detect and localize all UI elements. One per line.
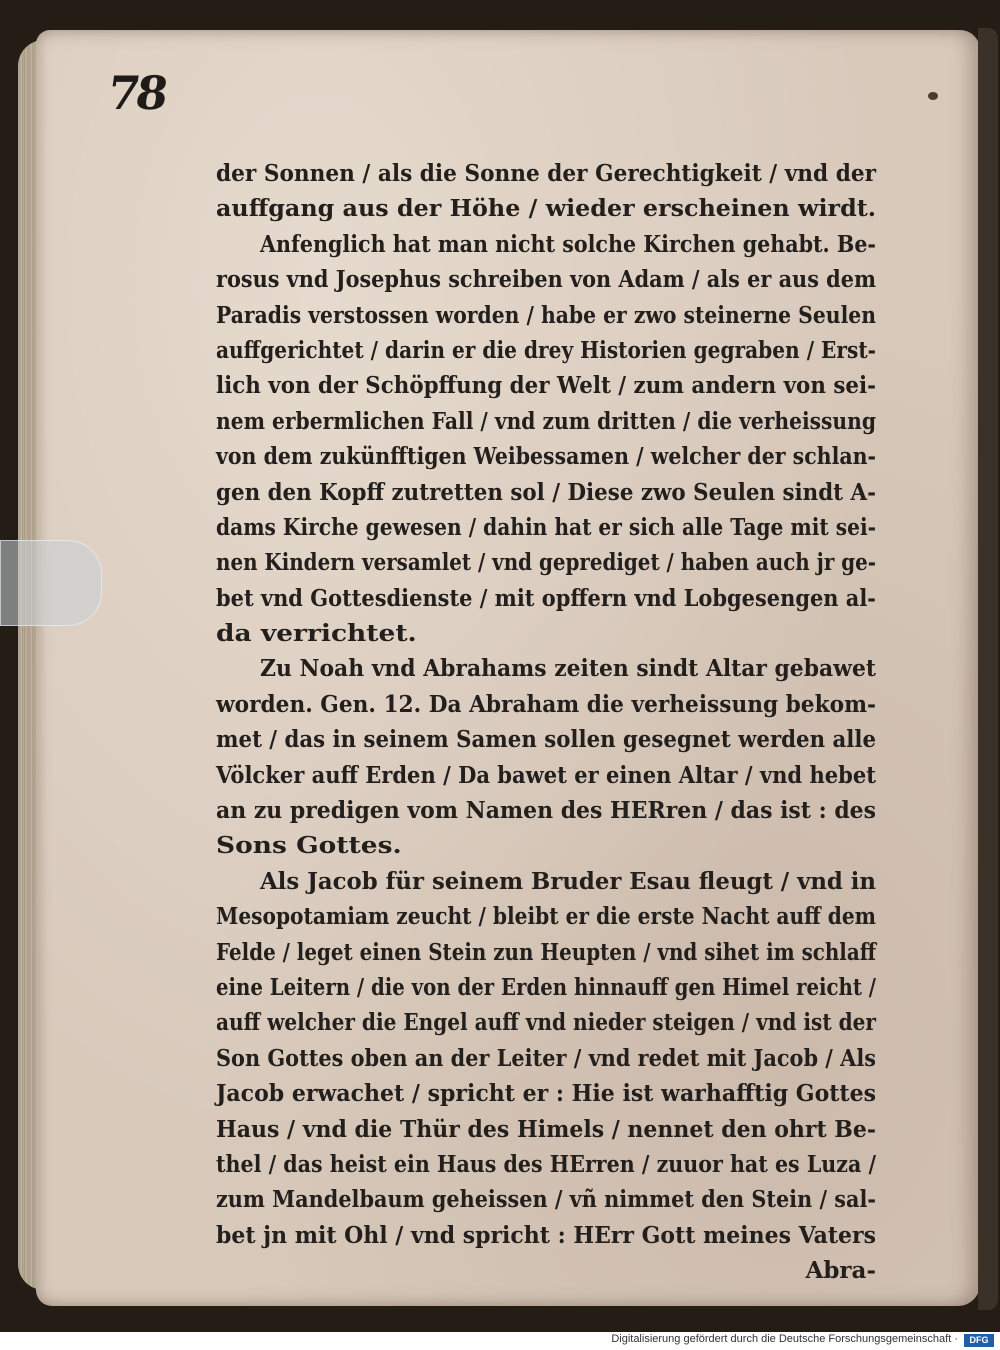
text-line: Haus / vnd die Thür des Himels / nennet den ohrt Be- <box>216 1115 876 1143</box>
text-line: bet vnd Gottesdienste / mit opffern vnd Lobgesengen al- <box>216 584 876 612</box>
text-line: rosus vnd Josephus schreiben von Adam / als er aus dem <box>216 266 876 294</box>
footer-bar <box>0 1332 1000 1350</box>
ink-dot <box>928 92 938 100</box>
text-line: gen den Kopff zutretten sol / Diese zwo Seulen sindt A- <box>216 478 876 506</box>
text-line: eine Leitern / die von der Erden hinnauff gen Himel reicht / <box>216 973 876 1001</box>
body-text <box>216 156 876 1289</box>
text-line: der Sonnen / als die Sonne der Gerechtigkeit / vnd der <box>216 160 876 187</box>
text-line: Sons Gottes. <box>216 832 402 860</box>
text-line: dams Kirche gewesen / dahin hat er sich alle Tage mit sei- <box>216 513 876 541</box>
text-line: Anfenglich hat man nicht solche Kirchen gehabt. Be- <box>260 230 876 258</box>
text-line: Als Jacob für seinem Bruder Esau fleugt / vnd in <box>260 867 876 895</box>
text-line: nen Kindern versamlet / vnd geprediget / haben auch jr ge- <box>216 549 876 577</box>
text-line: Son Gottes oben an der Leiter / vnd redet mit Jacob / Als <box>216 1044 876 1072</box>
text-line: Paradis verstossen worden / habe er zwo steinerne Seulen <box>216 301 876 329</box>
text-line: Felde / leget einen Stein zun Heupten / vnd sihet im schlaff <box>216 938 876 966</box>
text-line: von dem zukünfftigen Weibessamen / welcher der schlan- <box>216 443 876 471</box>
text-line: da verrichtet. <box>216 620 417 648</box>
text-line: Jacob erwachet / spricht er : Hie ist warhafftig Gottes <box>216 1080 876 1108</box>
text-line: Mesopotamiam zeucht / bleibt er die erste Nacht auff dem <box>216 903 876 931</box>
text-line: thel / das heist ein Haus des HErren / zuuor hat es Luza / <box>216 1150 876 1178</box>
text-line: worden. Gen. 12. Da Abraham die verheissung bekom- <box>216 690 876 718</box>
catchword: Abra- <box>805 1257 876 1285</box>
text-line: nem erbermlichen Fall / vnd zum dritten / die verheissung <box>216 407 876 435</box>
page-number-mark: 78 <box>104 66 168 120</box>
text-line: zum Mandelbaum geheissen / vñ nimmet den Stein / sal- <box>216 1186 876 1214</box>
text-line: Zu Noah vnd Abrahams zeiten sindt Altar gebawet <box>260 655 876 683</box>
text-line: met / das in seinem Samen sollen gesegnet werden alle <box>216 726 876 754</box>
text-line: auff welcher die Engel auff vnd nieder steigen / vnd ist der <box>216 1009 876 1037</box>
dfg-logo: DFG <box>964 1334 994 1347</box>
text-line: auffgerichtet / darin er die drey Historien gegraben / Erst- <box>216 336 876 364</box>
page-tab-marker <box>0 540 102 626</box>
footer-credit: Digitalisierung gefördert durch die Deutsche Forschungsgemeinschaft · <box>611 1333 958 1345</box>
text-line: lich von der Schöpffung der Welt / zum andern von sei- <box>216 372 876 400</box>
book-spine-edge <box>978 28 998 1310</box>
text-line: bet jn mit Ohl / vnd spricht : HErr Gott meines Vaters <box>216 1221 876 1249</box>
text-line: Völcker auff Erden / Da bawet er einen Altar / vnd hebet <box>216 761 876 789</box>
text-line: an zu predigen vom Namen des HERren / das ist : des <box>216 797 876 825</box>
text-line: auffgang aus der Höhe / wieder erscheinen wirdt. <box>216 195 876 223</box>
